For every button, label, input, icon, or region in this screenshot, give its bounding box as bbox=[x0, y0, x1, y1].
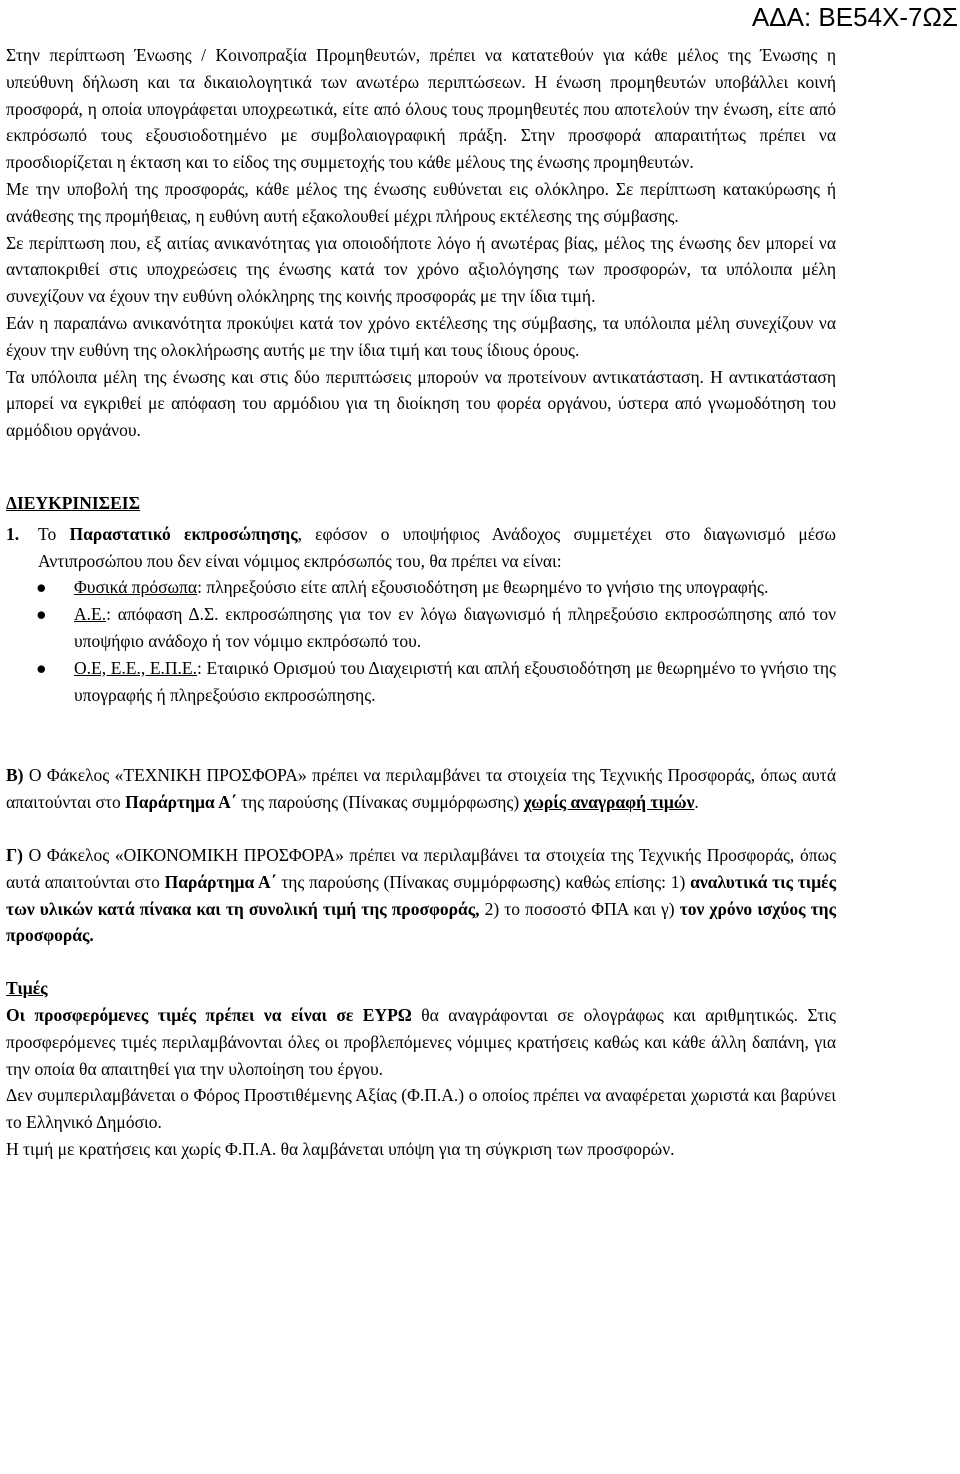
no-prices-note: χωρίς αναγραφή τιμών bbox=[523, 792, 695, 813]
bullet-ae: ● Α.Ε.: απόφαση Δ.Σ. εκπροσώπησης για τον εν λόγω διαγωνισμό ή πληρεξούσιο εκπροσώπησης από τον υποψήφιο ανάδοχο ή τον νόμιμο εκπρόσωπό του. bbox=[6, 601, 836, 655]
intro-paragraph-1: Στην περίπτωση Ένωσης / Κοινοπραξία Προμηθευτών, πρέπει να κατατεθούν για κάθε μέλος της Ένωσης η υπεύθυνη δήλωση και τα δικαιολογητικά των ανωτέρω περιπτώσεων. Η ένωση προμηθευτών υποβάλλει κοινή προσφορά, η οποία υπογράφεται υποχρεωτικά, είτε από όλους τους προμηθευτές που αποτελούν την ένωση, είτε από εκπρόσωπό τους εξουσιοδοτημένο με συμβολαιογραφική πράξη. Στην προσφορά απαραιτήτως πρέπει να προσδιορίζεται η έκταση και το είδος της συμμετοχής του κάθε μέλους της ένωσης προμηθευτών. bbox=[6, 45, 836, 173]
intro-paragraph-3: Σε περίπτωση που, εξ αιτίας ανικανότητας για οποιοδήποτε λόγο ή ανωτέρας βίας, μέλος της ένωσης δεν μπορεί να ανταποκριθεί στις υποχρεώσεις της ένωσης κατά τον χρόνο αξιολόγησης των προσφορών, τα υπόλοιπα μέλη συνεχίζουν να έχουν την ευθύνη ολόκληρης της κοινής προσφοράς με την ίδια τιμή. bbox=[6, 232, 836, 307]
ada-code: ΑΔΑ: ΒΕ54Χ-7ΩΣ bbox=[751, 2, 958, 32]
annex-a-ref: Παράρτημα Α΄ bbox=[125, 792, 237, 813]
bullet-oe-ee-epe: ● Ο.Ε, Ε.Ε., Ε.Π.Ε.: Εταιρικό Ορισμού του Διαχειριστή και απλή εξουσιοδότηση με θεωρημένο το γνήσιο της υπογραφής ή πληρεξούσιο εκπροσώπησης. bbox=[6, 655, 836, 709]
item-text: Το Παραστατικό εκπροσώπησης, εφόσον ο υποψήφιος Ανάδοχος συμμετέχει στο διαγωνισμό μέσω Αντιπροσώπου που δεν είναι νόμιμος εκπρόσωπός του, θα πρέπει να είναι: bbox=[38, 523, 836, 571]
representation-bullet-list bbox=[6, 574, 836, 708]
prices-paragraph-1: Οι προσφερόμενες τιμές πρέπει να είναι σε ΕΥΡΩ θα αναγράφονται σε ολογράφως και αριθμητικώς. Στις προσφερόμενες τιμές περιλαμβάνονται όλες οι προβλεπόμενες νόμιμες κρατήσεις καθώς και κάθε άλλη δαπάνη, για την οποία θα απαιτηθεί για την υλοποίηση του έργου. bbox=[6, 1004, 836, 1079]
item-number: 1. bbox=[6, 523, 20, 544]
bullet-dot-icon: ● bbox=[36, 657, 47, 678]
bullet-dot-icon: ● bbox=[36, 604, 47, 625]
section-g-paragraph: Γ) Ο Φάκελος «ΟΙΚΟΝΟΜΙΚΗ ΠΡΟΣΦΟΡΑ» πρέπει να περιλαμβάνει τα στοιχεία της Τεχνικής Προσφοράς, όπως αυτά απαιτούνται στο Παράρτημα Α΄ της παρούσης (Πίνακας συμμόρφωσης) καθώς επίσης: 1) αναλυτικά τις τιμές των υλικών κατά πίνακα και τη συνολική τιμή της προσφοράς, 2) το ποσοστό ΦΠΑ και γ) τον χρόνο ισχύος της προσφοράς. bbox=[6, 844, 836, 946]
prices-paragraph-3: Η τιμή με κρατήσεις και χωρίς Φ.Π.Α. θα λαμβάνεται υπόψη για τη σύγκριση των προσφορών. bbox=[6, 1138, 675, 1159]
prices-heading: Τιμές bbox=[6, 978, 48, 999]
intro-paragraph-5: Τα υπόλοιπα μέλη της ένωσης και στις δύο περιπτώσεις μπορούν να προτείνουν αντικατάσταση. Η αντικατάσταση μπορεί να εγκριθεί με απόφαση του αρμόδιου για τη διοίκηση του φορέα οργάνου, ύστερα από γνωμοδότηση του αρμόδιου οργάνου. bbox=[6, 366, 836, 441]
prices-paragraph-2: Δεν συμπεριλαμβάνεται ο Φόρος Προστιθέμενης Αξίας (Φ.Π.Α.) ο οποίος πρέπει να αναφέρεται χωριστά και βαρύνει το Ελληνικό Δημόσιο. bbox=[6, 1085, 836, 1133]
clarifications-heading: ΔΙΕΥΚΡΙΝΙΣΕΙΣ bbox=[6, 492, 141, 513]
bullet-natural-persons: ● Φυσικά πρόσωπα: πληρεξούσιο είτε απλή εξουσιοδότηση με θεωρημένο το γνήσιο της υπογραφής. bbox=[6, 574, 836, 601]
clarification-item-1 bbox=[6, 521, 836, 575]
intro-paragraph-2: Με την υποβολή της προσφοράς, κάθε μέλος της ένωσης ευθύνεται εις ολόκληρο. Σε περίπτωση κατακύρωσης ή ανάθεσης της προμήθειας, η ευθύνη αυτή εξακολουθεί μέχρι πλήρους εκτέλεσης της σύμβασης. bbox=[6, 178, 836, 226]
bullet-dot-icon: ● bbox=[36, 577, 47, 598]
section-b-paragraph: Β) Ο Φάκελος «ΤΕΧΝΙΚΗ ΠΡΟΣΦΟΡΑ» πρέπει να περιλαμβάνει τα στοιχεία της Τεχνικής Προσφοράς, όπως αυτά απαιτούνται στο Παράρτημα Α΄ της παρούσης (Πίνακας συμμόρφωσης) χωρίς αναγραφή τιμών. bbox=[6, 765, 836, 813]
representation-document-term: Παραστατικό εκπροσώπησης bbox=[69, 523, 298, 544]
intro-paragraph-4: Εάν η παραπάνω ανικανότητα προκύψει κατά τον χρόνο εκτέλεσης της σύμβασης, τα υπόλοιπα μέλη συνεχίζουν να έχουν την ευθύνη της ολοκλήρωσης αυτής με την ίδια τιμή και τους ίδιους όρους. bbox=[6, 312, 836, 360]
document-body bbox=[6, 42, 836, 1163]
annex-a-ref: Παράρτημα Α΄ bbox=[164, 871, 277, 892]
